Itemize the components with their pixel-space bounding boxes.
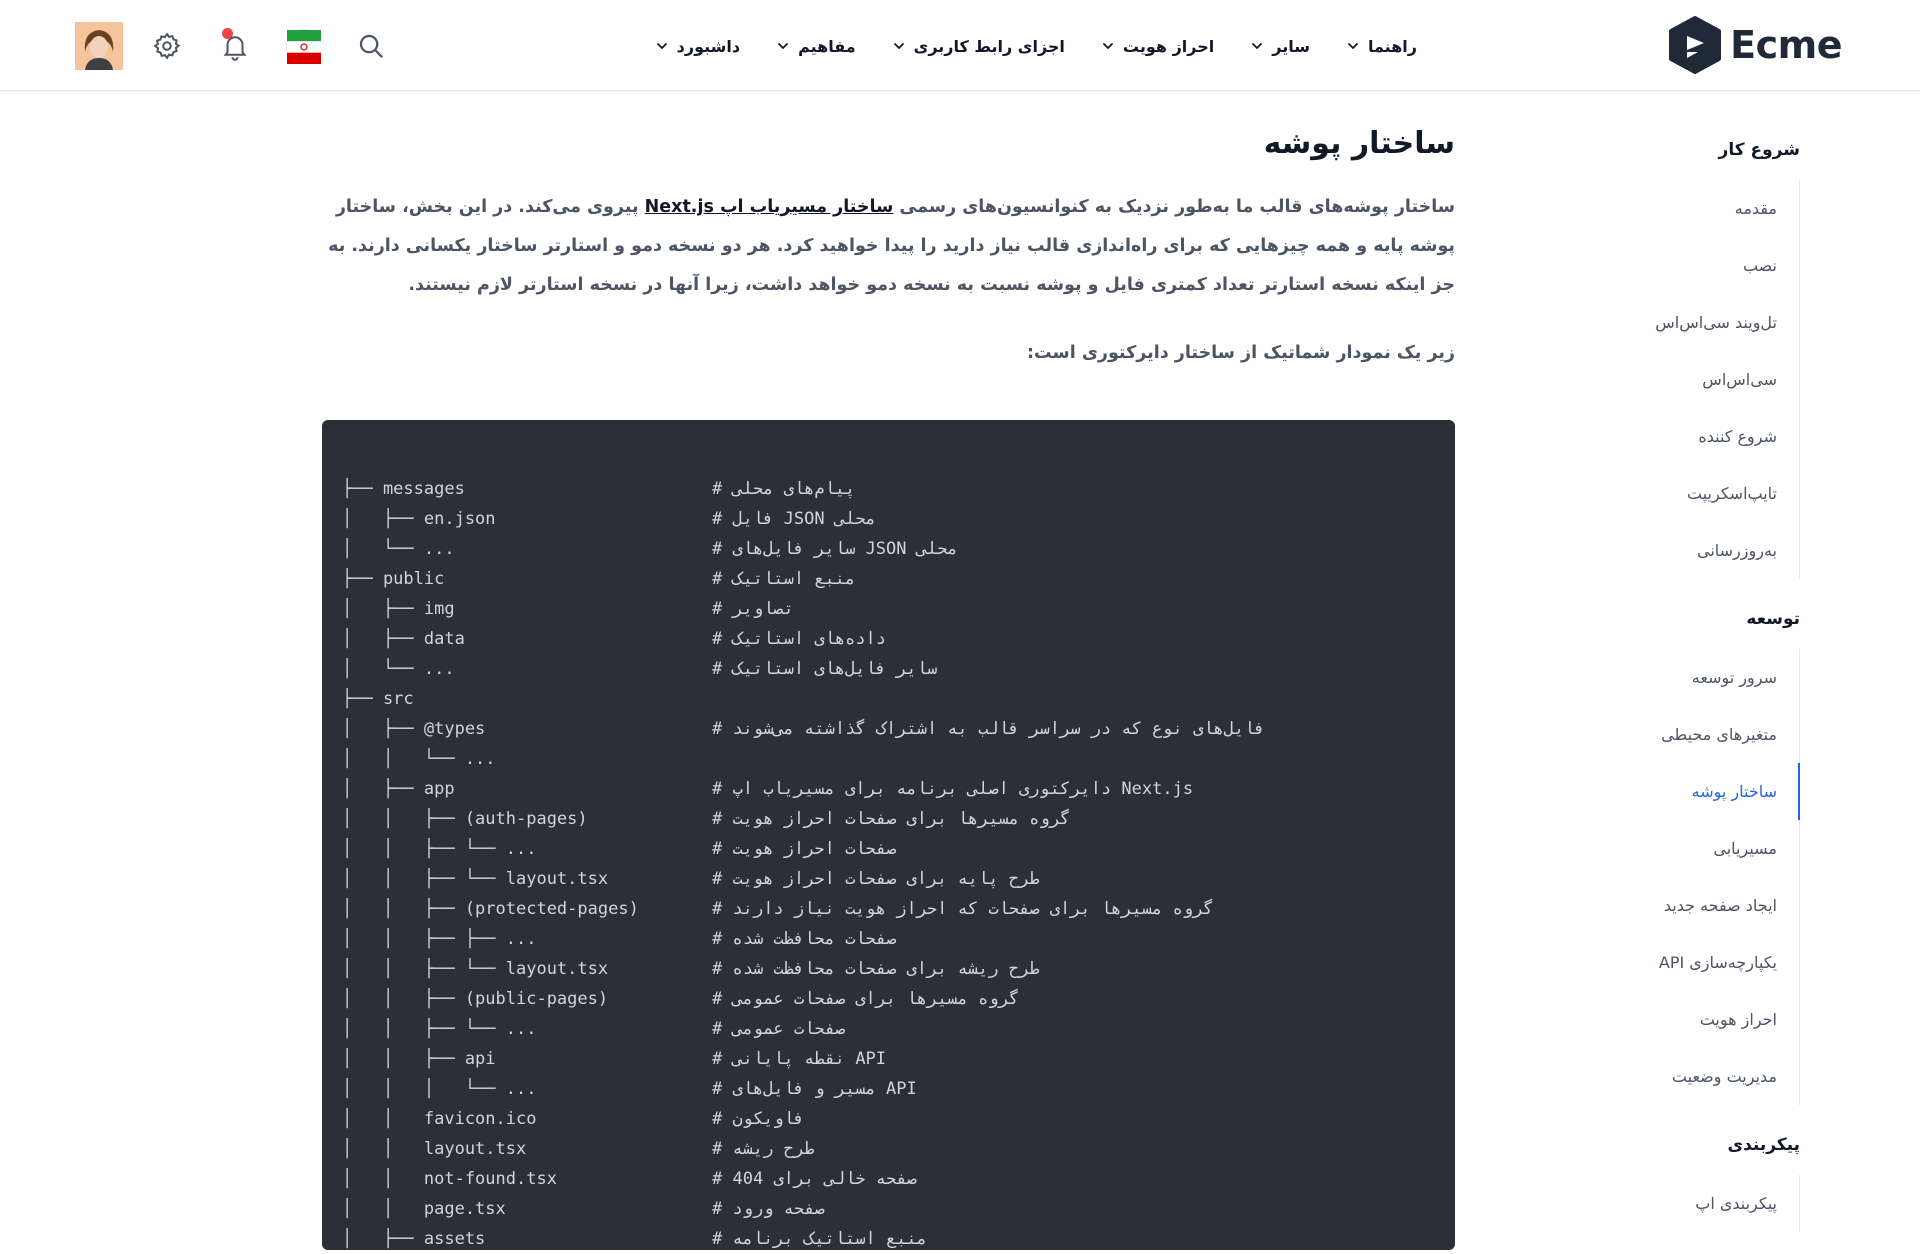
diagram-intro: زیر یک نمودار شماتیک از ساختار دایرکتوری است: xyxy=(1027,343,1455,363)
main-content xyxy=(322,120,1455,373)
gear-icon xyxy=(152,31,182,61)
sidebar-item[interactable]: تل‌ویند سی‌اس‌اس xyxy=(1655,313,1777,332)
code-comment: # فایل JSON محلی xyxy=(712,509,876,529)
code-tree-line: │ └── ... xyxy=(342,539,455,559)
nav-concepts[interactable] xyxy=(758,37,874,56)
code-comment: # دایرکتوری اصلی برنامه برای مسیریاب اپ Next.js xyxy=(712,779,1194,799)
code-tree-line: │ ├── en.json xyxy=(342,509,496,529)
nav-label: راهنما xyxy=(1367,36,1417,56)
notifications-button[interactable] xyxy=(211,22,259,70)
code-tree-line: │ └── ... xyxy=(342,659,455,679)
search-icon xyxy=(356,31,386,61)
sidebar-item[interactable]: احراز هویت xyxy=(1699,1010,1777,1029)
code-tree-line: │ │ ├── └── ... xyxy=(342,839,537,859)
code-comment: # مسیر و فایل‌های API xyxy=(712,1079,917,1099)
sidebar-item[interactable]: به‌روزرسانی xyxy=(1696,541,1777,560)
code-comment: # سایر فایل‌های استاتیک xyxy=(712,659,938,679)
code-comment: # پیام‌های محلی xyxy=(712,479,856,499)
code-tree-line: ├── public xyxy=(342,569,445,589)
flag-icon xyxy=(286,29,320,63)
code-tree-line: ├── messages xyxy=(342,479,465,499)
sidebar-group-title: پیکربندی xyxy=(1727,1135,1800,1155)
sidebar-item[interactable]: سرور توسعه xyxy=(1691,668,1777,687)
nav-guide[interactable] xyxy=(1328,37,1435,56)
code-comment: # طرح ریشه xyxy=(712,1139,815,1159)
sidebar-item[interactable]: نصب xyxy=(1742,256,1777,275)
sidebar-item[interactable]: ایجاد صفحه جدید xyxy=(1663,896,1777,915)
chevron-down-icon xyxy=(1101,39,1115,53)
sidebar-item[interactable]: سی‌اس‌اس xyxy=(1702,370,1777,389)
avatar[interactable] xyxy=(75,22,123,70)
code-comment: # فاویکون xyxy=(712,1109,805,1129)
sidebar-item[interactable]: مدیریت وضعیت xyxy=(1671,1067,1777,1086)
code-comment: # نقطه پایانی API xyxy=(712,1049,887,1069)
code-tree-line: │ │ ├── (auth-pages) xyxy=(342,809,588,829)
code-tree-line: │ │ favicon.ico xyxy=(342,1109,537,1129)
code-comment: # گروه مسیرها برای صفحات عمومی xyxy=(712,989,1020,1009)
logo[interactable] xyxy=(1668,16,1842,74)
sidebar-item[interactable]: تایپ‌اسکریپت xyxy=(1687,484,1777,503)
code-tree-line: │ │ ├── ├── ... xyxy=(342,929,537,949)
code-comment: # تصاویر xyxy=(712,599,794,619)
sidebar-group-title: توسعه xyxy=(1746,609,1800,629)
code-comment: # طرح پایه برای صفحات احراز هویت xyxy=(712,869,1040,889)
chevron-down-icon xyxy=(776,39,790,53)
nav-dashboard[interactable] xyxy=(637,37,758,56)
nav-ui-components[interactable] xyxy=(874,37,1083,56)
main-nav xyxy=(637,26,1435,66)
sidebar-item[interactable]: یکپارچه‌سازی API xyxy=(1658,953,1777,972)
code-comment: # صفحات محافظت شده xyxy=(712,929,897,949)
nextjs-app-router-link[interactable]: ساختار مسیریاب اپ Next.js xyxy=(644,197,894,217)
intro-text-after: پیروی می‌کند. در این بخش، ساختار پوشه پایه و همه چیزهایی که برای راه‌اندازی قالب نیاز دارید را پیدا خواهید کرد. هر دو نسخه دمو و استارتر ساختار یکسانی دارند. به جز اینکه نسخه استارتر تعداد کمتری فایل و پوشه نسبت به نسخه دمو خواهد داشت، زیرا آنها در نسخه استارتر لازم نیستند. xyxy=(328,197,1455,295)
code-tree-line: │ │ ├── (public-pages) xyxy=(342,989,609,1009)
code-tree-line: │ │ │ └── ... xyxy=(342,1079,537,1099)
code-tree-line: ├── src xyxy=(342,689,414,709)
nav-auth[interactable] xyxy=(1083,37,1232,56)
code-tree-line: │ │ ├── └── layout.tsx xyxy=(342,869,609,889)
code-comment: # صفحه خالی برای 404 xyxy=(712,1169,917,1189)
code-comment: # طرح ریشه برای صفحات محافظت شده xyxy=(712,959,1040,979)
code-tree-line: │ ├── app xyxy=(342,779,455,799)
code-comment: # منبع استاتیک xyxy=(712,569,856,589)
docs-sidebar xyxy=(1600,130,1800,1252)
header-tools xyxy=(75,21,395,71)
code-tree-line: │ ├── @types xyxy=(342,719,486,739)
code-tree-line: │ │ ├── api xyxy=(342,1049,496,1069)
code-tree-line: │ │ ├── └── ... xyxy=(342,1019,537,1039)
nav-label: احراز هویت xyxy=(1122,36,1215,56)
code-tree-line: │ │ page.tsx xyxy=(342,1199,506,1219)
sidebar-group-title: شروع کار xyxy=(1718,140,1800,160)
sidebar-item[interactable]: مسیریابی xyxy=(1713,839,1777,858)
code-tree-line: │ │ └── ... xyxy=(342,749,496,769)
language-button[interactable] xyxy=(279,22,327,70)
code-comment: # سایر فایل‌های JSON محلی xyxy=(712,539,958,559)
code-comment: # صفحات عمومی xyxy=(712,1019,846,1039)
nav-label: مفاهیم xyxy=(798,36,856,56)
code-comment: # منبع استاتیک برنامه xyxy=(712,1229,927,1249)
code-tree-line: │ │ layout.tsx xyxy=(342,1139,527,1159)
nav-label: داشبورد xyxy=(676,36,741,56)
avatar-image xyxy=(75,22,123,70)
chevron-down-icon xyxy=(1346,39,1360,53)
logo-text: Ecme xyxy=(1730,23,1842,67)
sidebar-list xyxy=(1600,649,1800,1105)
notification-dot xyxy=(222,28,233,39)
search-button[interactable] xyxy=(347,22,395,70)
directory-code-block xyxy=(322,420,1455,1250)
code-comment: # داده‌های استاتیک xyxy=(712,629,887,649)
code-comment: # گروه مسیرها برای صفحات که احراز هویت نیاز دارند xyxy=(712,899,1214,919)
intro-text-before: ساختار پوشه‌های قالب ما به‌طور نزدیک به کنوانسیون‌های رسمی xyxy=(893,197,1455,217)
code-comment: # صفحه ورود xyxy=(712,1199,825,1219)
nav-others[interactable] xyxy=(1232,37,1328,56)
code-tree-line: │ ├── img xyxy=(342,599,455,619)
code-comment: # صفحات احراز هویت xyxy=(712,839,897,859)
sidebar-list xyxy=(1600,1175,1800,1232)
sidebar-item[interactable]: شروع کننده xyxy=(1698,427,1777,446)
page-title: ساختار پوشه xyxy=(1263,126,1455,161)
logo-icon xyxy=(1668,16,1722,74)
sidebar-item[interactable]: ساختار پوشه xyxy=(1600,763,1800,820)
chevron-down-icon xyxy=(1250,39,1264,53)
nav-label: سایر xyxy=(1272,36,1310,56)
code-tree-line: │ │ not-found.tsx xyxy=(342,1169,557,1189)
sidebar-item[interactable]: مقدمه xyxy=(1734,199,1777,218)
sidebar-item[interactable]: متغیرهای محیطی xyxy=(1661,725,1777,744)
sidebar-item[interactable]: پیکربندی اپ xyxy=(1695,1194,1777,1213)
code-tree-line: │ │ ├── └── layout.tsx xyxy=(342,959,609,979)
chevron-down-icon xyxy=(655,39,669,53)
code-tree-line: │ ├── data xyxy=(342,629,465,649)
code-comment: # گروه مسیرها برای صفحات احراز هویت xyxy=(712,809,1071,829)
code-tree-line: │ ├── assets xyxy=(342,1229,486,1249)
settings-button[interactable] xyxy=(143,22,191,70)
nav-label: اجزای رابط کاربری xyxy=(913,36,1065,56)
code-comment: # فایل‌های نوع که در سراسر قالب به اشتراک گذاشته می‌شوند xyxy=(712,719,1265,739)
intro-paragraph xyxy=(322,188,1455,305)
sidebar-list xyxy=(1600,180,1800,579)
top-header xyxy=(0,0,1920,91)
code-tree-line: │ │ ├── (protected-pages) xyxy=(342,899,639,919)
chevron-down-icon xyxy=(892,39,906,53)
